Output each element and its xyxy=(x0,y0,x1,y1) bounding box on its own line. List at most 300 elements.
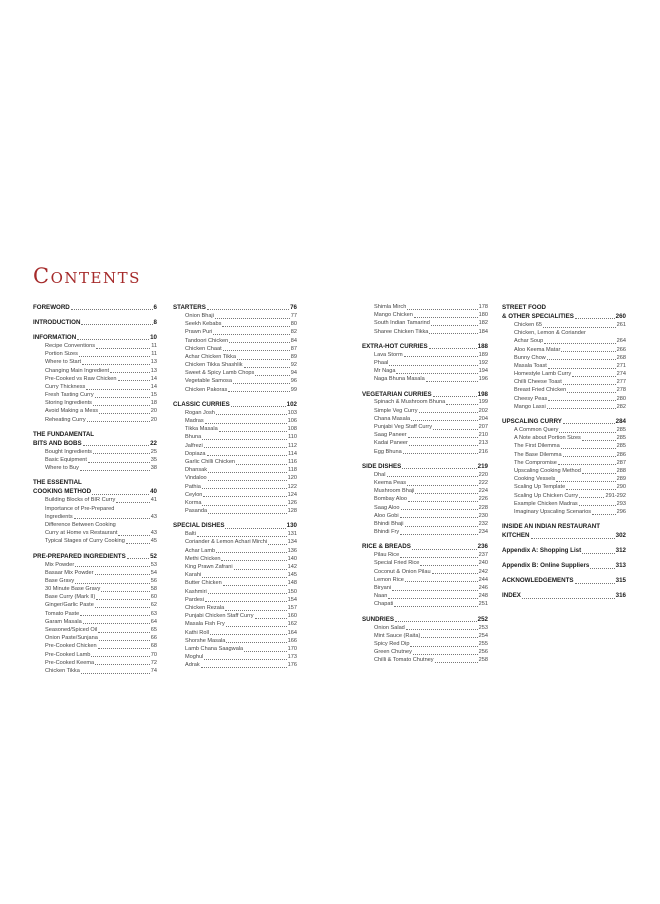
toc-entry[interactable] xyxy=(502,500,626,508)
toc-entry[interactable] xyxy=(33,593,157,601)
page-number: 148 xyxy=(287,580,297,587)
dot-leader xyxy=(116,502,150,503)
toc-entry-title: Portion Sizes xyxy=(45,351,78,358)
toc-entry[interactable] xyxy=(33,626,157,634)
toc-entry-title: Masala Toast xyxy=(514,362,547,369)
toc-entry[interactable] xyxy=(173,345,297,353)
toc-entry[interactable] xyxy=(173,442,297,450)
page-number: 266 xyxy=(616,346,626,353)
toc-entry-title: SUNDRIES xyxy=(362,615,394,623)
toc-entry[interactable] xyxy=(362,560,488,568)
toc-entry-title: Korma xyxy=(185,499,202,506)
toc-entry[interactable] xyxy=(173,386,297,394)
toc-entry[interactable] xyxy=(33,333,157,342)
page-number: 194 xyxy=(478,368,488,375)
toc-entry[interactable] xyxy=(33,318,157,327)
toc-entry[interactable] xyxy=(502,403,626,411)
toc-entry[interactable] xyxy=(502,395,626,403)
toc-entry[interactable] xyxy=(362,439,488,447)
toc-entry[interactable] xyxy=(33,642,157,650)
page-number: 134 xyxy=(287,539,297,546)
toc-entry[interactable] xyxy=(33,303,157,312)
toc-entry[interactable] xyxy=(173,596,297,604)
toc-entry[interactable] xyxy=(362,328,488,336)
page-number: 316 xyxy=(615,592,626,600)
dot-leader xyxy=(203,496,286,497)
toc-entry[interactable] xyxy=(173,629,297,637)
toc-entry[interactable] xyxy=(173,458,297,466)
toc-entry[interactable] xyxy=(502,467,626,475)
toc-entry[interactable] xyxy=(502,387,626,395)
toc-entry-title: Balti xyxy=(185,531,196,538)
toc-entry-title: STARTERS xyxy=(173,304,206,311)
toc-entry-title: PRE-PREPARED INGREDIENTS xyxy=(33,552,126,560)
dot-leader xyxy=(403,453,478,454)
toc-entry[interactable] xyxy=(33,505,157,513)
toc-entry[interactable] xyxy=(33,408,157,416)
toc-entry-title: Cheesy Peas xyxy=(514,395,548,402)
dot-leader xyxy=(446,404,477,405)
toc-entry[interactable] xyxy=(33,342,157,350)
toc-entry-title: & OTHER SPECIALITIES xyxy=(502,313,574,320)
toc-entry[interactable] xyxy=(33,430,157,439)
toc-entry[interactable] xyxy=(173,521,297,530)
toc-column-4 xyxy=(502,303,626,600)
dot-leader xyxy=(101,591,149,592)
page-number: 18 xyxy=(150,400,157,407)
toc-entry-title: Kathi Roll xyxy=(185,629,209,636)
toc-entry[interactable] xyxy=(362,342,488,351)
toc-entry-title: Pre-Cooked Lamb xyxy=(45,651,91,658)
toc-entry[interactable] xyxy=(362,512,488,520)
toc-entry-title: STREET FOOD xyxy=(502,304,547,311)
page-number: 8 xyxy=(153,319,157,326)
toc-entry[interactable] xyxy=(173,378,297,386)
page-number: 256 xyxy=(478,649,488,656)
toc-entry[interactable] xyxy=(33,456,157,464)
page-number: 52 xyxy=(150,552,157,560)
toc-entry[interactable] xyxy=(33,610,157,618)
page-number: 60 xyxy=(150,594,157,601)
toc-entry[interactable] xyxy=(502,337,626,345)
toc-entry[interactable] xyxy=(33,350,157,358)
toc-entry[interactable] xyxy=(362,528,488,536)
toc-entry[interactable] xyxy=(33,513,157,521)
toc-entry[interactable] xyxy=(173,653,297,661)
toc-entry[interactable] xyxy=(362,367,488,375)
dot-leader xyxy=(82,364,150,365)
toc-entry[interactable] xyxy=(173,409,297,417)
toc-entry[interactable] xyxy=(362,568,488,576)
toc-entry-title: Butter Chicken xyxy=(185,580,222,587)
toc-entry[interactable] xyxy=(362,415,488,423)
toc-entry[interactable] xyxy=(502,492,626,500)
toc-entry[interactable] xyxy=(173,312,297,320)
dot-leader xyxy=(407,309,477,310)
dot-leader xyxy=(213,334,289,335)
page-number: 287 xyxy=(616,459,626,466)
dot-leader xyxy=(99,640,150,641)
dot-leader xyxy=(96,348,150,349)
toc-entry[interactable] xyxy=(362,495,488,503)
toc-entry[interactable] xyxy=(502,522,626,531)
toc-entry[interactable] xyxy=(502,329,626,337)
toc-entry[interactable] xyxy=(362,479,488,487)
dot-leader xyxy=(208,513,287,514)
toc-entry[interactable] xyxy=(362,399,488,407)
toc-entry-title: Pilau Rice xyxy=(374,552,400,559)
toc-entry[interactable] xyxy=(173,303,297,312)
toc-entry[interactable] xyxy=(33,478,157,487)
toc-entry[interactable] xyxy=(173,530,297,538)
dot-leader xyxy=(219,431,287,432)
toc-entry[interactable] xyxy=(173,604,297,612)
toc-entry[interactable] xyxy=(33,487,157,496)
toc-entry-title: Pre-Cooked Chicken xyxy=(45,643,97,650)
dot-leader xyxy=(543,327,616,328)
toc-entry[interactable] xyxy=(173,328,297,336)
toc-entry-title: Adrak xyxy=(185,662,200,669)
dot-leader xyxy=(231,406,286,407)
toc-entry[interactable] xyxy=(33,529,157,537)
toc-entry[interactable] xyxy=(173,483,297,491)
toc-entry[interactable] xyxy=(33,659,157,667)
toc-entry-title: Ginger/Garlic Paste xyxy=(45,602,94,609)
toc-entry[interactable] xyxy=(362,624,488,632)
page-number: 254 xyxy=(478,632,488,639)
page-number: 274 xyxy=(616,371,626,378)
page-number: 58 xyxy=(150,586,157,593)
toc-entry[interactable] xyxy=(362,600,488,608)
toc-entry[interactable] xyxy=(362,351,488,359)
toc-entry[interactable] xyxy=(362,359,488,367)
dot-leader xyxy=(92,494,149,495)
toc-entry-title: Pre-Cooked Keema xyxy=(45,659,95,666)
toc-entry-title: ACKNOWLEDGEMENTS xyxy=(502,577,574,585)
page-number: 196 xyxy=(478,376,488,383)
toc-entry[interactable] xyxy=(362,648,488,656)
toc-entry-title: UPSCALING CURRY xyxy=(502,418,562,426)
dot-leader xyxy=(126,543,150,544)
toc-entry-title: Mango Lassi xyxy=(514,403,546,410)
page-number: 234 xyxy=(478,529,488,536)
toc-entry[interactable] xyxy=(362,390,488,399)
toc-entry[interactable] xyxy=(173,491,297,499)
toc-entry[interactable] xyxy=(33,602,157,610)
dot-leader xyxy=(572,376,615,377)
toc-entry[interactable] xyxy=(362,504,488,512)
toc-entry[interactable] xyxy=(502,508,626,516)
toc-entry[interactable] xyxy=(33,448,157,456)
toc-entry[interactable] xyxy=(362,576,488,584)
toc-entry[interactable] xyxy=(173,620,297,628)
toc-entry-title: THE FUNDAMENTAL xyxy=(33,430,95,438)
page-number: 131 xyxy=(287,531,297,538)
toc-entry[interactable] xyxy=(362,311,488,319)
page-number: 140 xyxy=(287,555,297,562)
toc-entry-title: Punjabi Chicken Staff Curry xyxy=(185,613,254,620)
toc-entry[interactable] xyxy=(173,645,297,653)
page-number: 14 xyxy=(150,375,157,382)
dot-leader xyxy=(558,464,616,465)
page-number: 13 xyxy=(150,359,157,366)
toc-entry-title: INDEX xyxy=(502,592,521,600)
toc-entry[interactable] xyxy=(173,579,297,587)
page-number: 150 xyxy=(287,588,297,595)
dot-leader xyxy=(547,359,616,360)
toc-entry[interactable] xyxy=(502,483,626,491)
page-number: 173 xyxy=(287,654,297,661)
page-number: 290 xyxy=(616,484,626,491)
dot-leader xyxy=(592,514,616,515)
toc-entry[interactable] xyxy=(33,521,157,529)
toc-entry[interactable] xyxy=(362,462,488,471)
toc-entry-title: Pasanda xyxy=(185,508,208,515)
dot-leader xyxy=(86,389,149,390)
dot-leader xyxy=(202,577,286,578)
dot-leader xyxy=(435,662,478,663)
toc-entry-title: Dhansak xyxy=(185,467,208,474)
toc-entry[interactable] xyxy=(362,375,488,383)
toc-entry[interactable] xyxy=(173,637,297,645)
toc-entry[interactable] xyxy=(502,434,626,442)
page-number: 192 xyxy=(478,359,488,366)
page-number: 284 xyxy=(615,418,626,426)
toc-entry[interactable] xyxy=(362,303,488,311)
toc-entry[interactable] xyxy=(173,571,297,579)
toc-entry[interactable] xyxy=(173,425,297,433)
toc-entry[interactable] xyxy=(362,592,488,600)
page-number: 289 xyxy=(616,476,626,483)
page-number: 296 xyxy=(616,508,626,515)
toc-entry-title: Egg Bhuna xyxy=(374,448,402,455)
page-number: 40 xyxy=(150,488,157,496)
toc-entry[interactable] xyxy=(33,416,157,424)
toc-entry-title: Punjabi Veg Staff Curry xyxy=(374,424,433,431)
toc-entry[interactable] xyxy=(362,448,488,456)
dot-leader xyxy=(208,480,287,481)
dot-leader xyxy=(237,359,290,360)
toc-entry[interactable] xyxy=(362,640,488,648)
toc-entry[interactable] xyxy=(33,399,157,407)
toc-entry[interactable] xyxy=(33,634,157,642)
toc-entry-title: Onion Salad xyxy=(374,624,405,631)
toc-entry-title: Lava Storm xyxy=(374,351,403,358)
page-number: 236 xyxy=(477,543,488,551)
dot-leader xyxy=(421,637,477,638)
toc-entry[interactable] xyxy=(362,632,488,640)
toc-entry[interactable] xyxy=(173,369,297,377)
toc-entry-title: Ingredients xyxy=(45,513,73,520)
toc-entry-title: Basaar Mix Powder xyxy=(45,569,94,576)
toc-entry[interactable] xyxy=(362,319,488,327)
toc-entry-title: Vindaloo xyxy=(185,475,207,482)
dot-leader xyxy=(406,629,478,630)
toc-entry[interactable] xyxy=(502,531,626,540)
toc-entry-title: Mr Naga xyxy=(374,368,396,375)
toc-entry[interactable] xyxy=(502,312,626,321)
toc-entry-title: Chapati xyxy=(374,601,394,608)
page-number: 102 xyxy=(286,400,297,408)
dot-leader xyxy=(409,445,478,446)
toc-entry[interactable] xyxy=(502,417,626,426)
toc-entry[interactable] xyxy=(33,375,157,383)
toc-entry[interactable] xyxy=(502,362,626,370)
toc-entry[interactable] xyxy=(502,591,626,600)
toc-entry[interactable] xyxy=(502,459,626,467)
dot-leader xyxy=(432,573,478,574)
page-number: 176 xyxy=(287,662,297,669)
dot-leader xyxy=(223,350,290,351)
dot-leader xyxy=(433,429,478,430)
toc-entry[interactable] xyxy=(502,426,626,434)
dot-leader xyxy=(87,421,150,422)
toc-entry-title: Aloo Keema Matar xyxy=(514,346,561,353)
page-number: 120 xyxy=(287,475,297,482)
toc-entry[interactable] xyxy=(502,346,626,354)
page-number: 285 xyxy=(616,435,626,442)
page-title: Contents xyxy=(33,264,141,288)
dot-leader xyxy=(88,462,150,463)
dot-leader xyxy=(127,558,149,559)
toc-entry[interactable] xyxy=(502,475,626,483)
page-number: 213 xyxy=(478,440,488,447)
toc-entry[interactable] xyxy=(362,471,488,479)
toc-entry[interactable] xyxy=(502,546,626,555)
toc-entry[interactable] xyxy=(362,431,488,439)
toc-entry[interactable] xyxy=(33,496,157,504)
toc-entry[interactable] xyxy=(173,417,297,425)
toc-entry[interactable] xyxy=(173,507,297,515)
toc-entry[interactable] xyxy=(33,367,157,375)
page-number: 122 xyxy=(287,483,297,490)
toc-entry[interactable] xyxy=(33,464,157,472)
toc-entry[interactable] xyxy=(33,561,157,569)
toc-entry[interactable] xyxy=(502,321,626,329)
dot-leader xyxy=(95,397,150,398)
page-number: 89 xyxy=(290,353,297,360)
dot-leader xyxy=(216,552,286,553)
toc-entry[interactable] xyxy=(173,539,297,547)
toc-entry[interactable] xyxy=(362,551,488,559)
toc-entry[interactable] xyxy=(362,656,488,664)
page-number: 80 xyxy=(290,321,297,328)
toc-entry[interactable] xyxy=(33,358,157,366)
toc-entry[interactable] xyxy=(33,439,157,448)
toc-entry-title: Homestyle Lamb Curry xyxy=(514,371,572,378)
toc-entry[interactable] xyxy=(33,569,157,577)
toc-entry[interactable] xyxy=(173,588,297,596)
toc-entry[interactable] xyxy=(362,520,488,528)
toc-entry[interactable] xyxy=(173,466,297,474)
toc-entry[interactable] xyxy=(33,552,157,561)
toc-entry[interactable] xyxy=(33,667,157,675)
dot-leader xyxy=(75,566,150,567)
toc-entry-title: Bhindi Fry xyxy=(374,529,400,536)
toc-entry-title: Coriander & Lemon Achari Mirchi xyxy=(185,539,268,546)
toc-entry[interactable] xyxy=(502,303,626,312)
toc-entry[interactable] xyxy=(362,584,488,592)
toc-entry-title: Biryani xyxy=(374,585,392,592)
dot-leader xyxy=(81,673,150,674)
toc-entry[interactable] xyxy=(173,612,297,620)
page-number: 96 xyxy=(290,378,297,385)
dot-leader xyxy=(388,598,477,599)
toc-entry[interactable] xyxy=(173,499,297,507)
page-number: 103 xyxy=(287,409,297,416)
toc-entry[interactable] xyxy=(33,391,157,399)
dot-leader xyxy=(96,599,149,600)
toc-entry[interactable] xyxy=(362,487,488,495)
dot-leader xyxy=(255,618,287,619)
toc-entry-title: Garam Masala xyxy=(45,618,82,625)
toc-entry[interactable] xyxy=(502,378,626,386)
toc-entry[interactable] xyxy=(502,354,626,362)
toc-entry[interactable] xyxy=(173,400,297,409)
toc-entry[interactable] xyxy=(33,585,157,593)
dot-leader xyxy=(81,324,152,325)
dot-leader xyxy=(205,423,287,424)
toc-entry[interactable] xyxy=(173,433,297,441)
toc-entry[interactable] xyxy=(362,542,488,551)
toc-entry[interactable] xyxy=(33,577,157,585)
toc-entry[interactable] xyxy=(502,561,626,570)
dot-leader xyxy=(575,318,615,319)
page-number: 110 xyxy=(288,434,297,441)
toc-entry[interactable] xyxy=(502,442,626,450)
toc-entry-title: Bhindi Bhaji xyxy=(374,520,404,527)
page-number: 154 xyxy=(287,596,297,603)
toc-entry[interactable] xyxy=(173,337,297,345)
toc-entry-title: Imaginary Upscaling Scenarios xyxy=(514,508,592,515)
toc-entry[interactable] xyxy=(502,576,626,585)
dot-leader xyxy=(420,565,477,566)
page-number: 207 xyxy=(478,424,488,431)
page-number: 38 xyxy=(150,465,157,472)
toc-entry[interactable] xyxy=(173,361,297,369)
page-number: 232 xyxy=(478,520,488,527)
toc-entry[interactable] xyxy=(173,320,297,328)
dot-leader xyxy=(404,356,478,357)
toc-entry[interactable] xyxy=(33,383,157,391)
dot-leader xyxy=(582,553,615,554)
toc-entry-title: Chicken Tikka xyxy=(45,667,80,674)
toc-entry[interactable] xyxy=(362,407,488,415)
dot-leader xyxy=(387,476,478,477)
toc-entry[interactable] xyxy=(502,451,626,459)
toc-entry[interactable] xyxy=(173,474,297,482)
toc-entry[interactable] xyxy=(33,618,157,626)
toc-entry[interactable] xyxy=(173,555,297,563)
toc-entry-title: Fresh Tasting Curry xyxy=(45,392,94,399)
toc-entry[interactable] xyxy=(173,353,297,361)
toc-entry-title: Cooking Vessels xyxy=(514,476,556,483)
toc-entry[interactable] xyxy=(173,563,297,571)
page-number: 145 xyxy=(287,572,297,579)
toc-entry[interactable] xyxy=(362,423,488,431)
toc-entry[interactable] xyxy=(33,537,157,545)
toc-entry[interactable] xyxy=(173,547,297,555)
toc-entry-title: Aloo Gobi xyxy=(374,512,399,519)
page-number: 244 xyxy=(478,576,488,583)
toc-entry[interactable] xyxy=(362,615,488,624)
page-number: 248 xyxy=(478,593,488,600)
dot-leader xyxy=(402,468,476,469)
toc-entry[interactable] xyxy=(502,370,626,378)
toc-entry[interactable] xyxy=(33,651,157,659)
toc-entry[interactable] xyxy=(173,661,297,669)
toc-entry[interactable] xyxy=(173,450,297,458)
